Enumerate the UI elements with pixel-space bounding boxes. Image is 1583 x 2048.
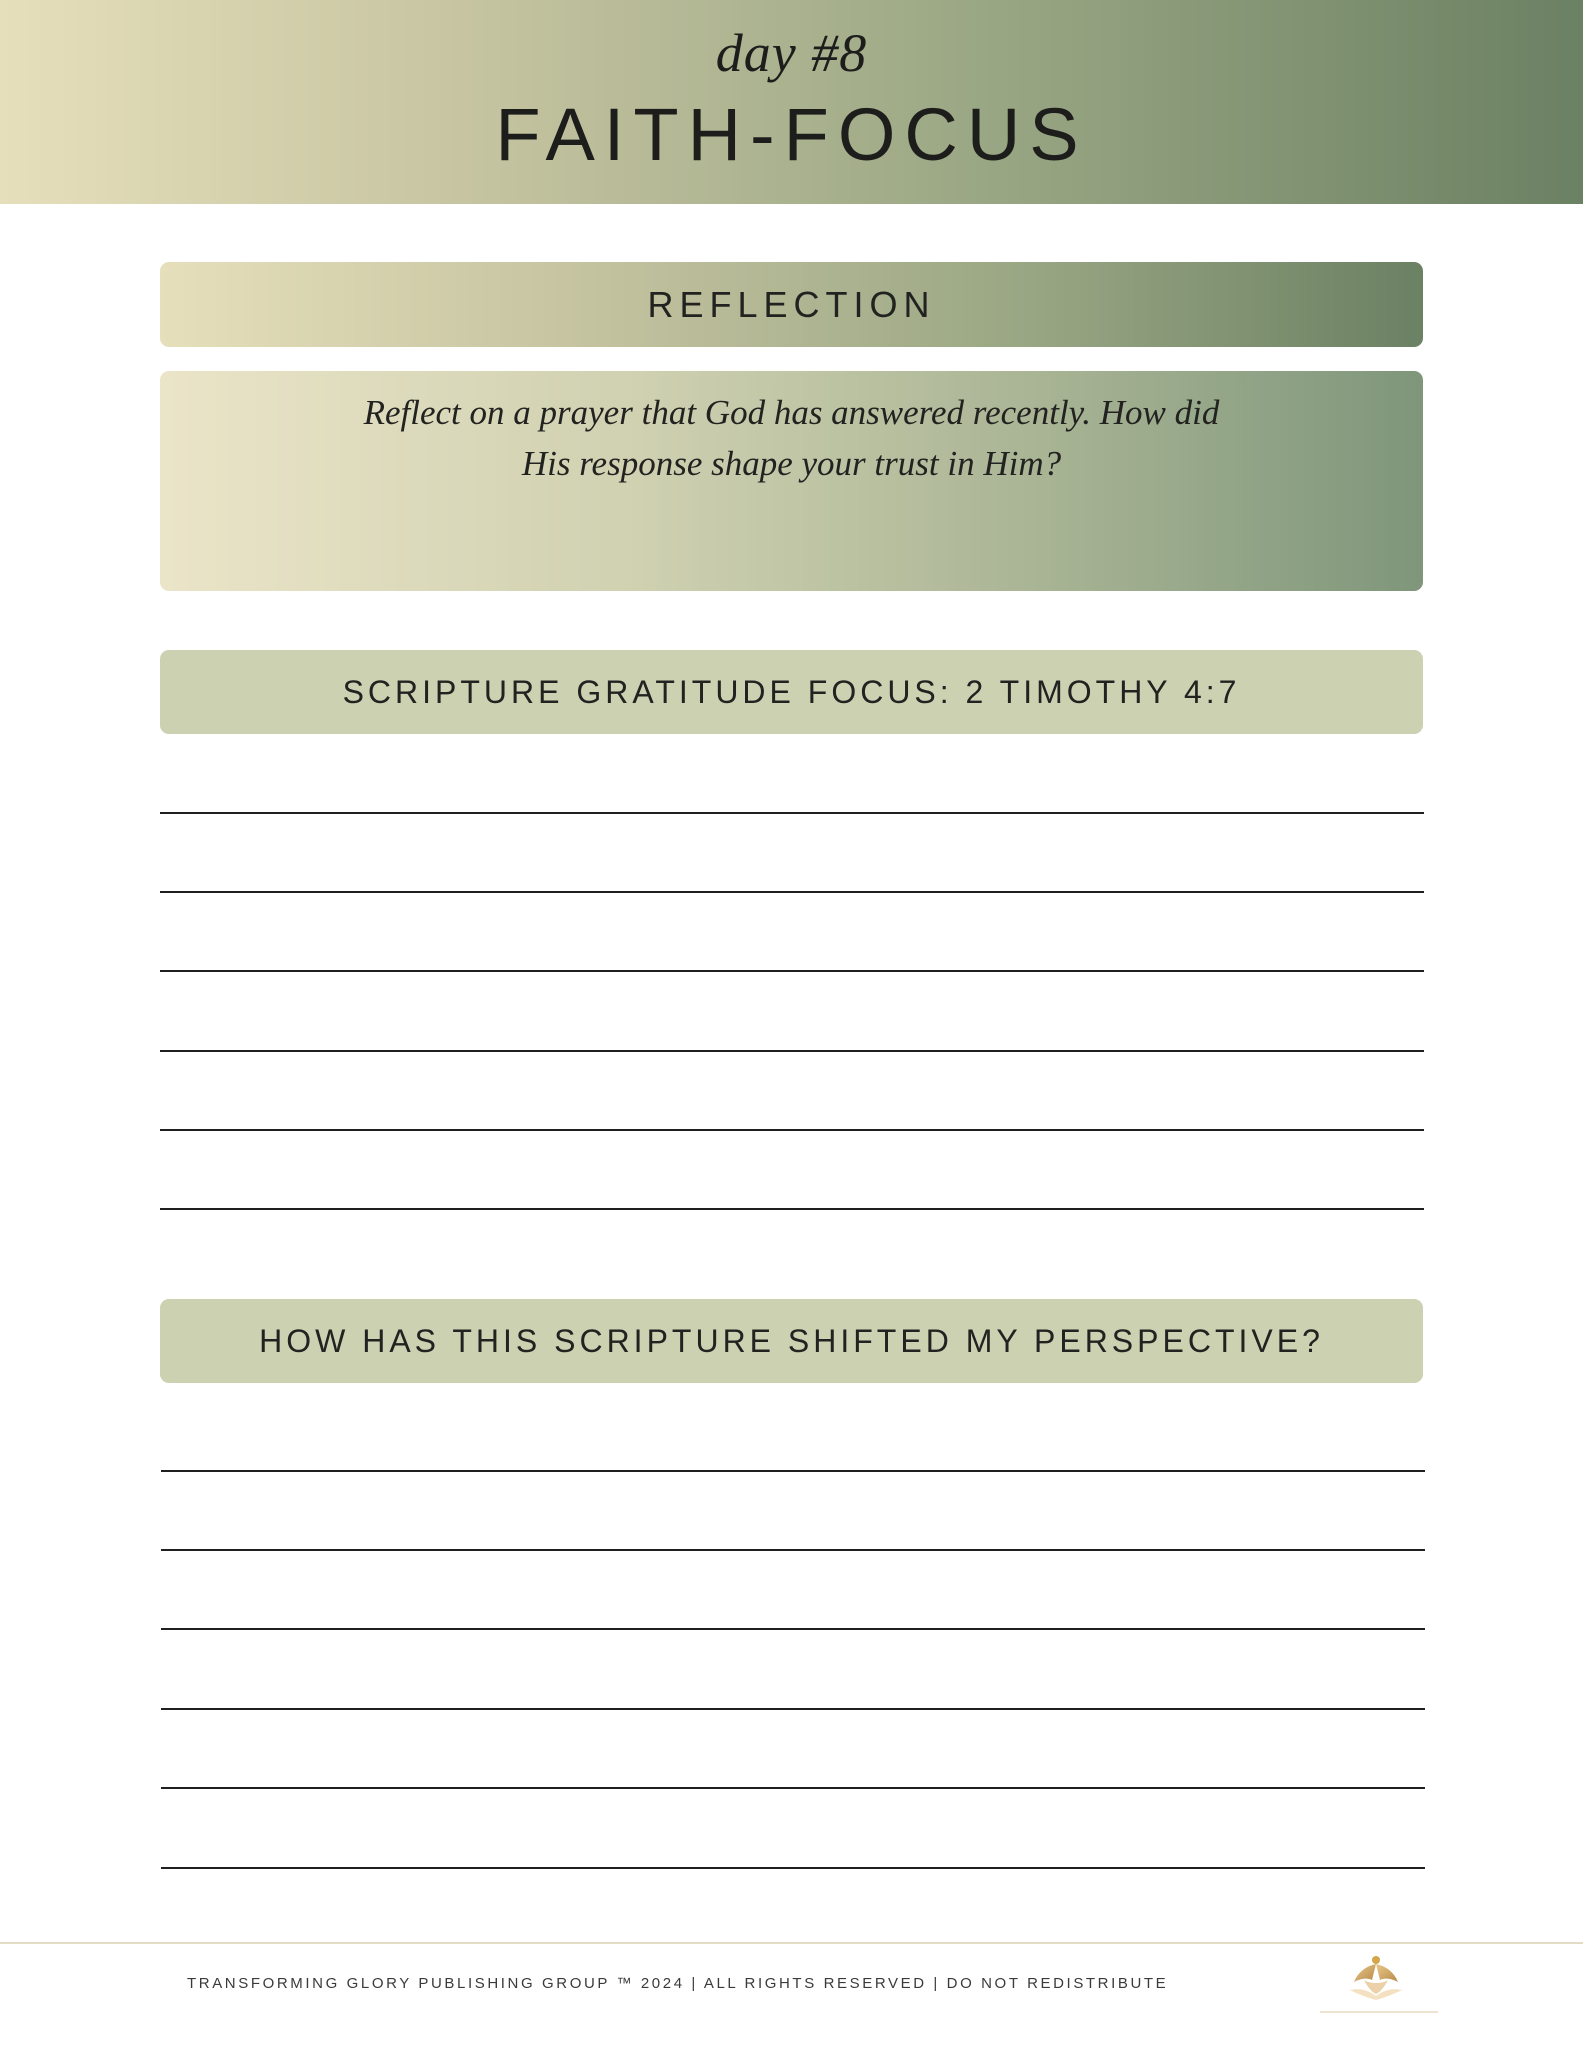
- writing-line: [161, 1867, 1425, 1869]
- reflection-prompt: Reflect on a prayer that God has answered recently. How did His response shape your trust in Him?: [363, 393, 1220, 483]
- writing-line: [160, 1129, 1424, 1131]
- page-title: FAITH-FOCUS: [495, 93, 1088, 176]
- writing-line: [160, 1208, 1424, 1210]
- writing-line: [160, 812, 1424, 814]
- perspective-heading: HOW HAS THIS SCRIPTURE SHIFTED MY PERSPECTIVE?: [259, 1322, 1324, 1359]
- perspective-heading-bar: [160, 1299, 1423, 1383]
- writing-line: [161, 1708, 1425, 1710]
- writing-line: [161, 1628, 1425, 1630]
- reflection-heading-bar: [160, 262, 1423, 347]
- header-banner: [0, 0, 1583, 204]
- footer-divider: [0, 1942, 1583, 1944]
- scripture-heading: SCRIPTURE GRATITUDE FOCUS: 2 TIMOTHY 4:7: [342, 673, 1241, 710]
- reflection-prompt-box: [160, 371, 1423, 591]
- writing-line: [161, 1549, 1425, 1551]
- writing-line: [161, 1470, 1425, 1472]
- transforming-glory-logo-icon: [1310, 1950, 1445, 2014]
- writing-line: [160, 970, 1424, 972]
- writing-line: [161, 1787, 1425, 1789]
- writing-line: [160, 1050, 1424, 1052]
- writing-line: [160, 891, 1424, 893]
- day-label: day #8: [715, 23, 868, 83]
- reflection-heading: REFLECTION: [647, 283, 936, 325]
- scripture-heading-bar: [160, 650, 1423, 734]
- footer-copyright: TRANSFORMING GLORY PUBLISHING GROUP ™ 2024 | ALL RIGHTS RESERVED | DO NOT REDISTRIBUTE: [187, 1975, 1169, 1992]
